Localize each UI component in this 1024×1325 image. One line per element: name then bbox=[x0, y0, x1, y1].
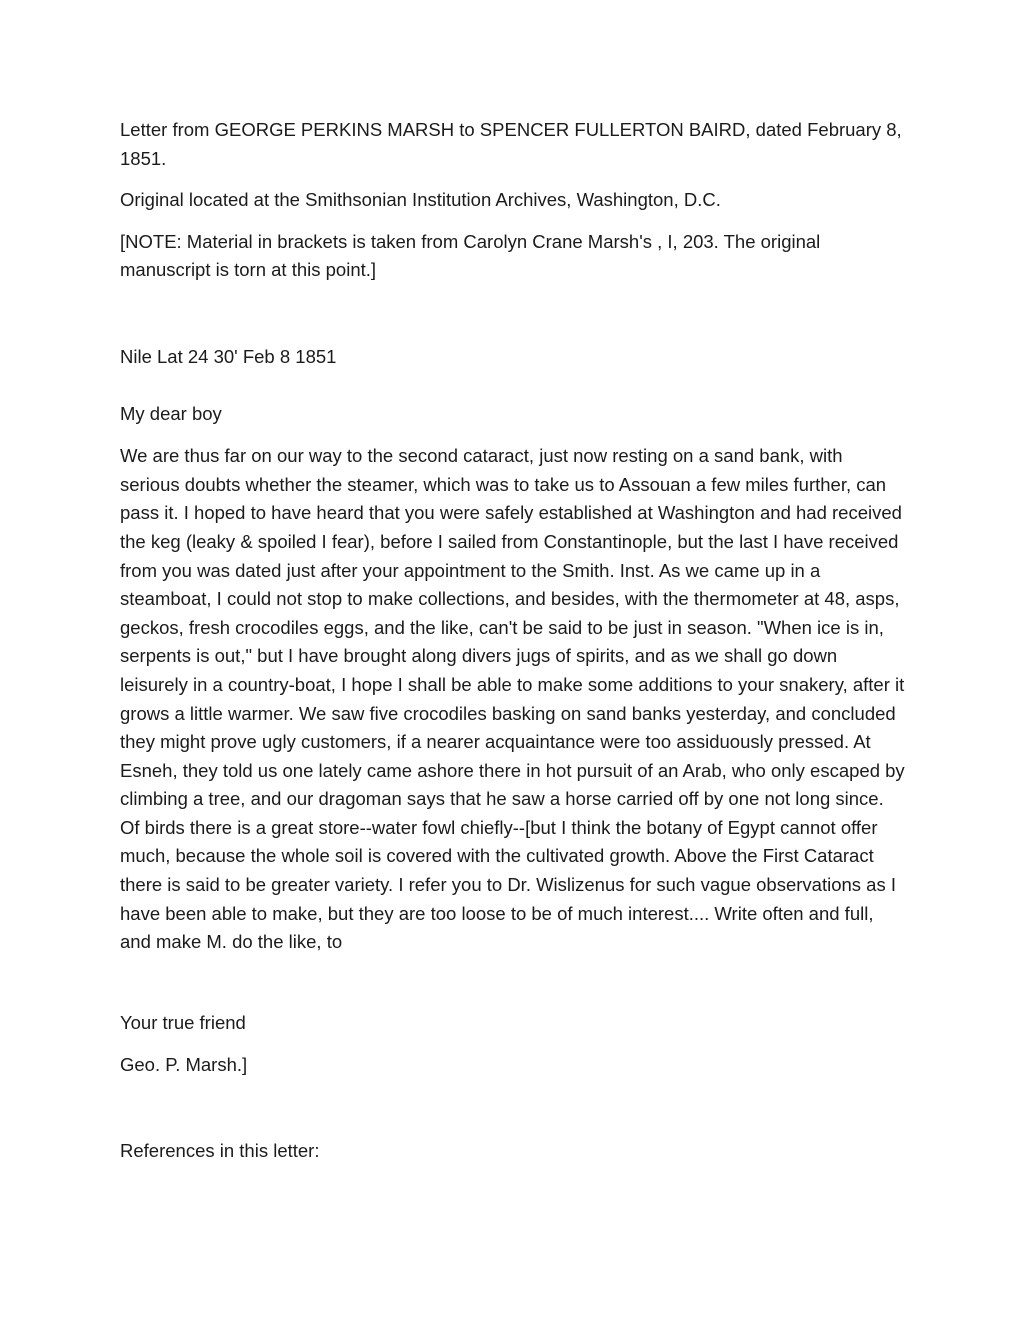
letter-document bbox=[120, 116, 906, 1166]
letter-dateline: Nile Lat 24 30' Feb 8 1851 bbox=[120, 345, 337, 367]
letter-body: We are thus far on our way to the second cataract, just now resting on a sand bank, with serious doubts whether the steamer, which was to take us to Assouan a few miles further, can pass it. I hoped to have heard that you were safely established at Washington and had received the keg (leaky & spoiled I fear), before I sailed from Constantinople, but the last I have received from you was dated just after your appointment to the Smith. Inst. As we came up in a steamboat, I could not stop to make collections, and besides, with the thermometer at 48, asps, geckos, fresh crocodiles eggs, and the like, can't be said to be just in season. "When ice is in, serpents is out," but I have brought along divers jugs of spirits, and as we shall go down leisurely in a country-boat, I hope I shall be able to make some additions to your snakery, after it grows a little warmer. We saw five crocodiles basking on sand banks yesterday, and concluded they might prove ugly customers, if a nearer acquaintance were too assiduously pressed. At Esneh, they told us one lately came ashore there in hot pursuit of an Arab, who only escaped by climbing a tree, and our dragoman says that he saw a horse carried off by one not long since. Of birds there is a great store--water fowl chiefly--[but I think the botany of Egypt cannot offer much, because the whole soil is covered with the cultivated growth. Above the First Cataract there is said to be greater variety. I refer you to Dr. Wislizenus for such vague observations as I have been able to make, but they are too loose to be of much interest.... Write often and full, and make M. do the like, to bbox=[120, 445, 905, 953]
letter-header-line: Letter from GEORGE PERKINS MARSH to SPENCER FULLERTON BAIRD, dated February 8, 1851. bbox=[120, 119, 902, 169]
letter-salutation: My dear boy bbox=[120, 402, 222, 424]
letter-signature: Geo. P. Marsh.] bbox=[120, 1054, 248, 1076]
references-heading: References in this letter: bbox=[120, 1140, 320, 1162]
letter-closing: Your true friend bbox=[120, 1011, 246, 1033]
editorial-note: [NOTE: Material in brackets is taken from Carolyn Crane Marsh's , I, 203. The original manuscript is torn at this point.] bbox=[120, 230, 821, 281]
archive-source-line: Original located at the Smithsonian Institution Archives, Washington, D.C. bbox=[120, 189, 721, 211]
